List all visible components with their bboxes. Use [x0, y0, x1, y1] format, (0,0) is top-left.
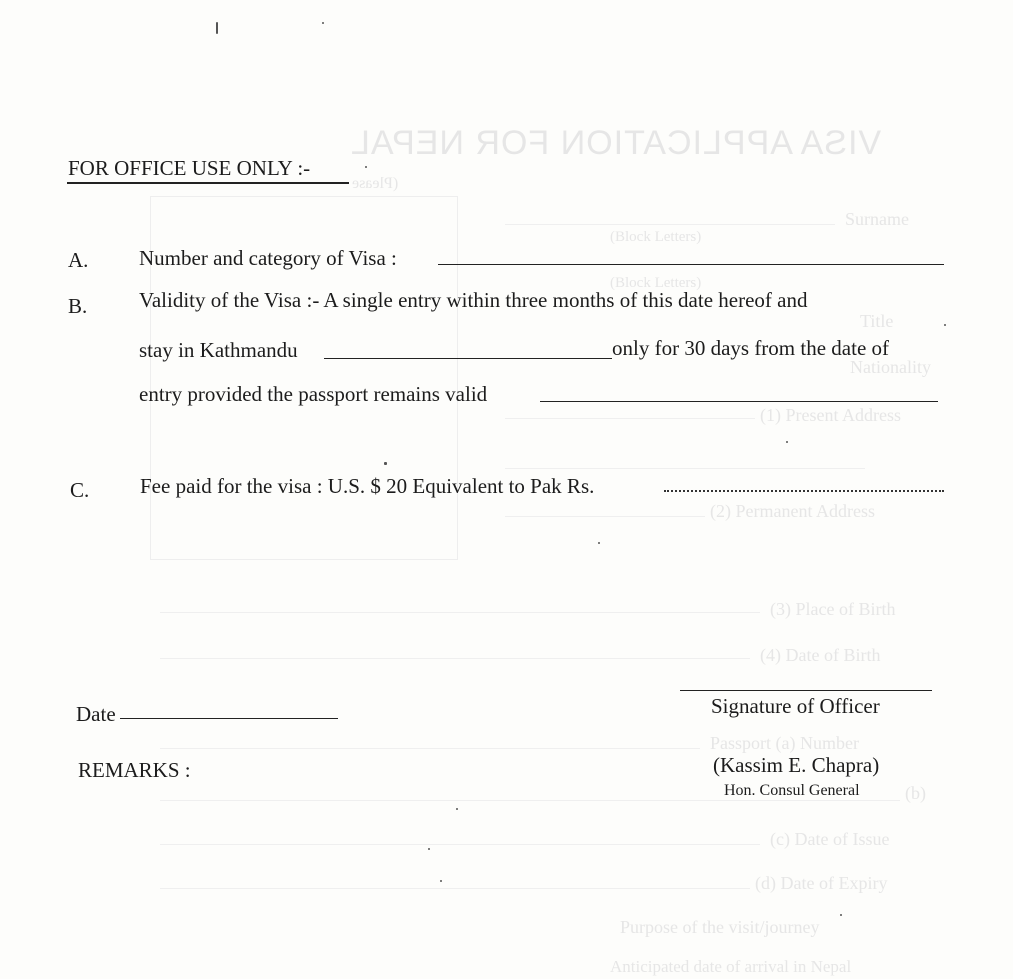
scan-speck: [944, 324, 946, 326]
scan-speck: [365, 166, 367, 168]
show-through-field: Passport (a) Number: [710, 733, 859, 753]
show-through-line: [505, 418, 755, 419]
show-through-field: Anticipated date of arrival in Nepal: [610, 957, 852, 976]
show-through-field: (4) Date of Birth: [760, 645, 881, 665]
scan-speck: [786, 441, 788, 443]
show-through-line: [505, 468, 865, 469]
visa-number-category-line[interactable]: [438, 264, 944, 265]
show-through-line: [160, 800, 900, 801]
scan-speck: [456, 808, 458, 810]
scan-speck: [840, 914, 842, 916]
show-through-field: (1) Present Address: [760, 405, 901, 425]
show-through-field: (d) Date of Expiry: [755, 873, 888, 893]
show-through-field: (Block Letters): [610, 229, 702, 245]
show-through-field: (c) Date of Issue: [770, 829, 890, 849]
show-through-field: (3) Place of Birth: [770, 599, 896, 619]
scan-speck: [322, 22, 324, 24]
item-b-line3: entry provided the passport remains valid: [139, 382, 488, 406]
stay-in-kathmandu-line[interactable]: [324, 358, 612, 359]
scan-speck: [428, 848, 430, 850]
date-line[interactable]: [120, 718, 338, 719]
item-c-letter: C.: [70, 478, 90, 502]
scan-speck: [598, 542, 600, 544]
show-through-line: [505, 516, 705, 517]
show-through-field: Purpose of the visit/journey: [620, 917, 820, 937]
officer-name: (Kassim E. Chapra): [713, 753, 880, 777]
item-a-letter: A.: [68, 248, 89, 272]
signature-caption: Signature of Officer: [711, 694, 880, 718]
passport-valid-line[interactable]: [540, 401, 938, 402]
office-use-heading: FOR OFFICE USE ONLY :-: [68, 156, 311, 180]
scan-speck: [216, 22, 218, 34]
show-through-line: [160, 844, 760, 845]
item-b-line2-end: only for 30 days from the date of: [612, 336, 890, 360]
item-b-line2-start: stay in Kathmandu: [139, 338, 298, 362]
scan-speck: [384, 462, 387, 465]
item-b-line1: Validity of the Visa :- A single entry within three months of this date hereof and: [139, 288, 808, 312]
show-through-field: Surname: [845, 209, 909, 229]
show-through-field: Title: [860, 311, 894, 331]
scan-speck: [440, 880, 442, 882]
officer-title: Hon. Consul General: [724, 782, 860, 799]
show-through-field: Nationality: [850, 357, 931, 377]
show-through-title: VISA APPLICATION FOR NEPAL: [350, 124, 882, 162]
show-through-field: (b): [905, 783, 926, 803]
show-through-field: (Block Letters): [610, 275, 702, 291]
show-through-line: [160, 748, 700, 749]
show-through-line: [160, 612, 760, 613]
remarks-label: REMARKS :: [78, 758, 191, 782]
item-a-text: Number and category of Visa :: [139, 246, 397, 270]
item-c-text: Fee paid for the visa : U.S. $ 20 Equivalent to Pak Rs.: [140, 474, 595, 498]
show-through-line: [505, 224, 835, 225]
fee-paid-dotted-line[interactable]: [664, 490, 944, 492]
item-b-letter: B.: [68, 294, 88, 318]
date-label: Date: [76, 702, 116, 726]
heading-underline: [67, 182, 349, 184]
show-through-line: [160, 888, 750, 889]
show-through-subtitle: (Please: [352, 175, 399, 192]
show-through-line: [160, 658, 750, 659]
show-through-field: (2) Permanent Address: [710, 501, 875, 521]
signature-line[interactable]: [680, 690, 932, 691]
